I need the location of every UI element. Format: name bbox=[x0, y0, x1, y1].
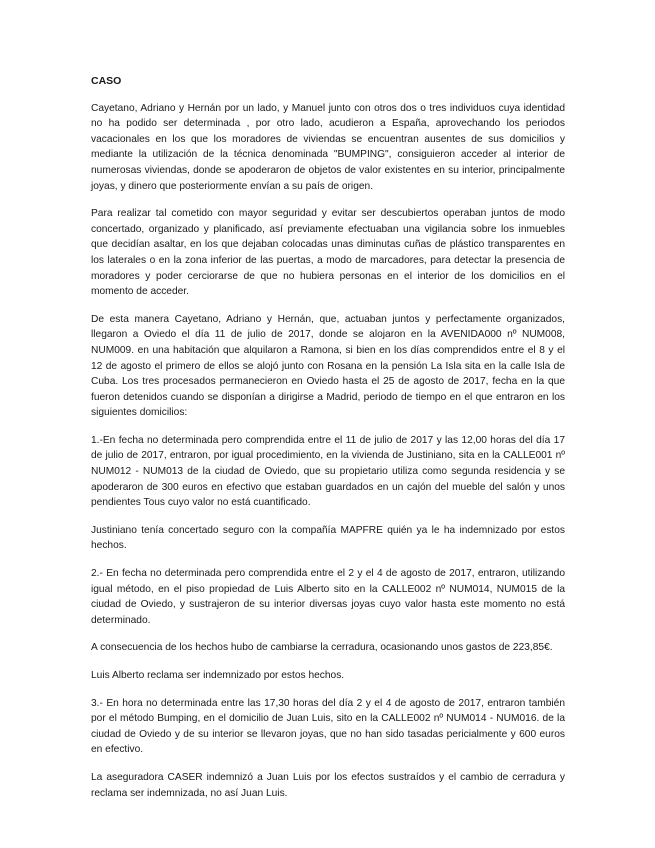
paragraph-method: Para realizar tal cometido con mayor seguridad y evitar ser descubiertos operaban juntos de modo concertado, organizado y planificado, así previamente efectuaban una vigilancia sobre los inmuebles que decidían asaltar, en los que dejaban colocadas unas diminutas cuñas de plástico transparentes en los laterales o en la zona inferior de las puertas, a modo de marcadores, para detectar la presencia de moradores y poder cerciorarse de que no hubiera personas en el interior de los domicilios en el momento de acceder. bbox=[91, 208, 565, 298]
paragraph-incident-1: 1.-En fecha no determinada pero comprendida entre el 11 de julio de 2017 y las 12,00 horas del día 17 de julio de 2017, entraron, por igual procedimiento, en la vivienda de Justiniano, sita en la CALLE001 nº NUM012 - NUM013 de la ciudad de Oviedo, que su propietario utiliza como segunda residencia y se apoderaron de 300 euros en efectivo que estaban guardados en un cajón del mueble del salón y unos pendientes Tous cuyo valor no está cuantificado. bbox=[91, 434, 565, 509]
paragraph-oviedo-arrival: De esta manera Cayetano, Adriano y Hernán, que, actuaban juntos y perfectamente organizados, llegaron a Oviedo el día 11 de julio de 2017, donde se alojaron en la AVENIDA000 nº NUM008, NUM009. en una habitación que alquilaron a Ramona, si bien en los días comprendidos entre el 8 y el 12 de agosto el primero de ellos se alojó junto con Rosana en la pensión La Isla sita en la calle Isla de Cuba. Los tres procesados permanecieron en Oviedo hasta el 25 de agosto de 2017, fecha en la que fueron detenidos cuando se disponían a dirigirse a Madrid, periodo de tiempo en el que entraron en los siguientes domicilios: bbox=[91, 313, 565, 419]
paragraph-incident-3-insurance: La aseguradora CASER indemnizó a Juan Luis por los efectos sustraídos y el cambio de cerradura y reclama ser indemnizada, no así Juan Luis. bbox=[91, 771, 565, 799]
paragraph-intro: Cayetano, Adriano y Hernán por un lado, y Manuel junto con otros dos o tres individuos cuya identidad no ha podido ser determinada , por otro lado, acudieron a España, aprovechando los periodos vacacionales en los que los moradores de viviendas se encuentran ausentes de sus domicilios y mediante la utilización de la técnica denominada "BUMPING", consiguieron acceder al interior de numerosas viviendas, donde se apoderaron de objetos de valor existentes en su interior, principalmente joyas, y dinero que posteriormente envían a su país de origen. bbox=[91, 102, 565, 192]
paragraph-incident-1-insurance: Justiniano tenía concertado seguro con la compañía MAPFRE quién ya le ha indemnizado por estos hechos. bbox=[91, 524, 565, 552]
paragraph-incident-2-lock-cost: A consecuencia de los hechos hubo de cambiarse la cerradura, ocasionando unos gastos de 223,85€. bbox=[91, 642, 553, 654]
paragraph-incident-2-claim: Luis Alberto reclama ser indemnizado por estos hechos. bbox=[91, 670, 345, 681]
document-title: CASO bbox=[91, 75, 122, 87]
paragraph-incident-2: 2.- En fecha no determinada pero comprendida entre el 2 y el 4 de agosto de 2017, entraron, utilizando igual método, en el piso propiedad de Luis Alberto sito en la CALLE002 nº NUM014, NUM015 de la ciudad de Oviedo, y sustrajeron de su interior diversas joyas cuyo valor hasta este momento no está determinado. bbox=[91, 568, 565, 626]
document-body bbox=[91, 74, 565, 813]
paragraph-incident-3: 3.- En hora no determinada entre las 17,30 horas del día 2 y el 4 de agosto de 2017, entraron también por el método Bumping, en el domicilio de Juan Luis, sito en la CALLE002 nº NUM014 - NUM016. de la ciudad de Oviedo y de su interior se llevaron joyas, que no han sido tasadas pericialmente y 600 euros en efectivo. bbox=[91, 697, 565, 756]
